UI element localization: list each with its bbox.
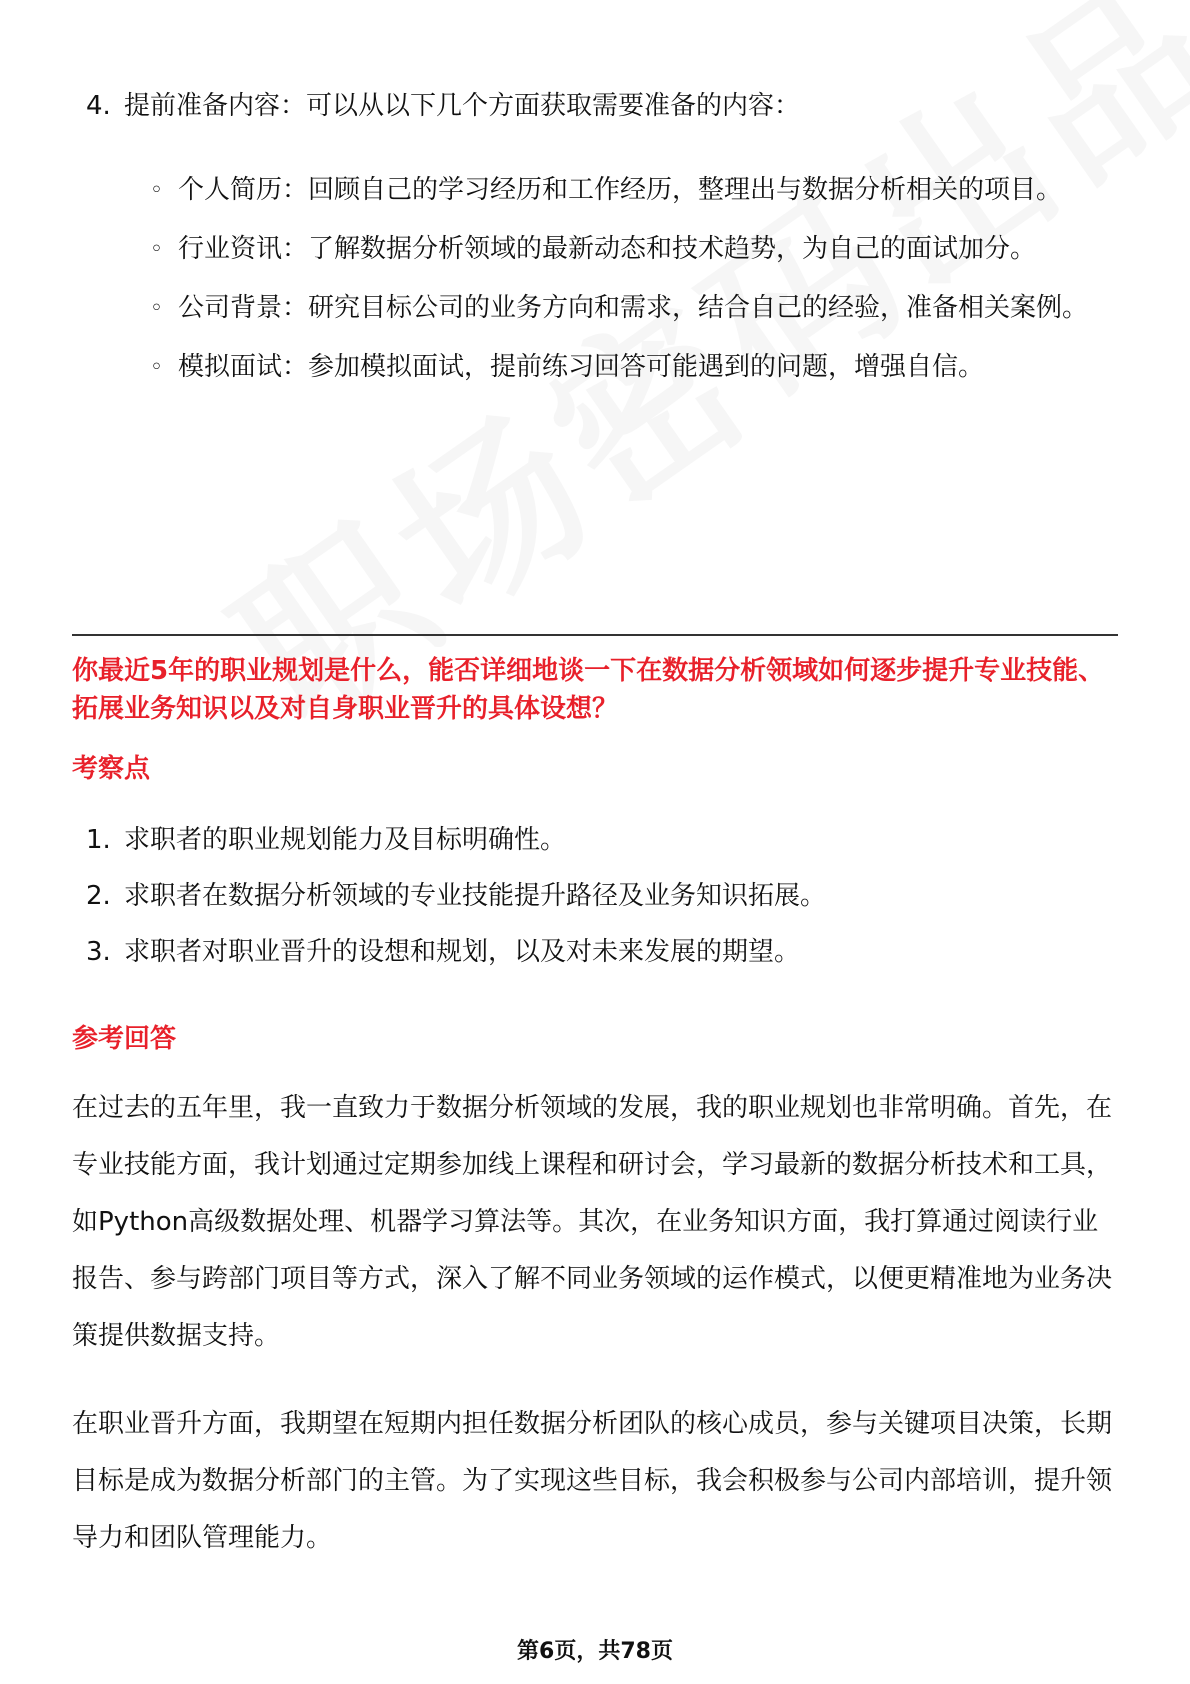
answer-paragraph: 在过去的五年里，我一直致力于数据分析领域的发展，我的职业规划也非常明确。首先，在专业技能方面，我计划通过定期参加线上课程和研讨会，学习最新的数据分析技术和工具，如Python高级数据处理、机器学习算法等。其次，在业务知识方面，我打算通过阅读行业报告、参与跨部门项目等方式，深入了解不同业务领域的运作模式，以便更精准地为业务决策提供数据支持。	[72, 1093, 1113, 1351]
sub-list-item	[150, 221, 1112, 278]
sub-list-item	[150, 339, 1112, 396]
bullet-icon: ◦	[150, 237, 163, 262]
list-item	[72, 820, 1118, 860]
question-title: 你最近5年的职业规划是什么，能否详细地谈一下在数据分析领域如何逐步提升专业技能、拓展业务知识以及对自身职业晋升的具体设想？	[72, 656, 1105, 724]
page-footer: 第6页，共78页	[517, 1639, 673, 1664]
answer-heading: 参考回答	[72, 1024, 177, 1054]
sub-list-item-text: 行业资讯：了解数据分析领域的最新动态和技术趋势，为自己的面试加分。	[178, 234, 1037, 264]
focus-list	[72, 820, 1118, 988]
list-number: 4.	[86, 91, 111, 121]
list-number: 2.	[86, 881, 111, 911]
list-item	[72, 86, 1118, 126]
sub-list-item-text: 个人简历：回顾自己的学习经历和工作经历，整理出与数据分析相关的项目。	[178, 175, 1063, 205]
list-item-text: 求职者的职业规划能力及目标明确性。	[124, 825, 567, 855]
bullet-icon: ◦	[150, 178, 163, 203]
sub-list-item	[150, 162, 1112, 219]
sub-list-item	[150, 280, 1112, 337]
list-item	[72, 932, 1118, 972]
sub-list-item-text: 模拟面试：参加模拟面试，提前练习回答可能遇到的问题，增强自信。	[178, 352, 985, 382]
answer-paragraph: 在职业晋升方面，我期望在短期内担任数据分析团队的核心成员，参与关键项目决策，长期目标是成为数据分析部门的主管。为了实现这些目标，我会积极参与公司内部培训，提升领导力和团队管理能力。	[72, 1409, 1113, 1553]
focus-heading: 考察点	[72, 754, 151, 784]
sub-list	[150, 162, 1112, 398]
bullet-icon: ◦	[150, 296, 163, 321]
list-number: 1.	[86, 825, 111, 855]
list-item	[72, 876, 1118, 916]
sub-list-item-text: 公司背景：研究目标公司的业务方向和需求，结合自己的经验，准备相关案例。	[178, 293, 1089, 323]
list-item-text: 求职者在数据分析领域的专业技能提升路径及业务知识拓展。	[124, 881, 827, 911]
list-number: 3.	[86, 937, 111, 967]
list-item-text: 提前准备内容：可以从以下几个方面获取需要准备的内容：	[124, 91, 801, 121]
divider	[72, 634, 1118, 636]
section-4	[72, 86, 1118, 126]
list-item-text: 求职者对职业晋升的设想和规划，以及对未来发展的期望。	[124, 937, 801, 967]
bullet-icon: ◦	[150, 355, 163, 380]
